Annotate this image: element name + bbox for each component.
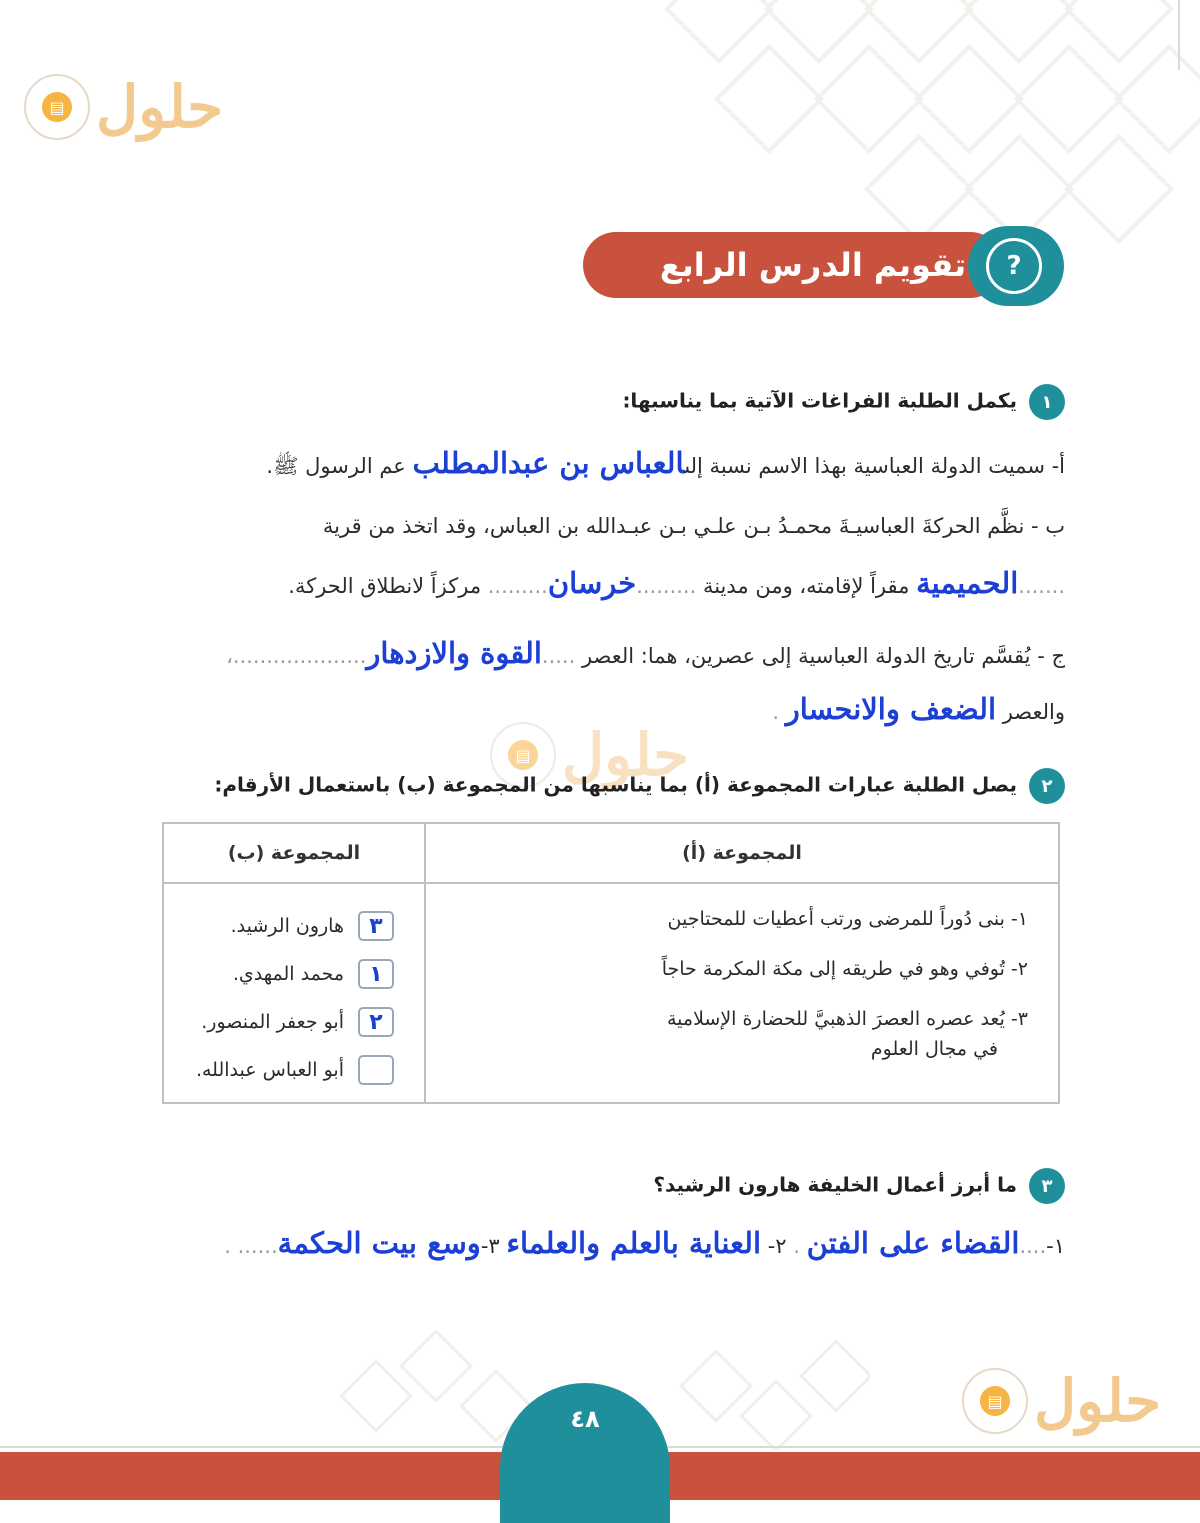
q1-b-text: ب - نظَّم الحركةَ العباسيـةَ محمـدُ بـن علـي بـن عبـدالله بن العباس، وقد اتخذ من قرية: [322, 514, 1065, 538]
question-3-number: ٣: [1029, 1168, 1065, 1204]
group-b-column: [163, 883, 425, 1103]
page-number: ٤٨: [570, 1405, 600, 1433]
seal-icon: ▤: [24, 74, 90, 140]
q1-c-answer-2: الضعف والانحسار: [785, 692, 997, 726]
group-a-item: ٢- تُوفي وهو في طريقه إلى مكة المكرمة حاجاً: [661, 958, 1028, 980]
question-3-text: ما أبرز أعمال الخليفة هارون الرشيد؟: [653, 1172, 1017, 1197]
answer-box[interactable]: ١: [358, 959, 394, 989]
answer-box[interactable]: ٢: [358, 1007, 394, 1037]
q1-b-mid: مقراً لإقامته، ومن مدينة: [696, 574, 917, 598]
question-1-text: يكمل الطلبة الفراغات الآتية بما يناسبها:: [622, 388, 1017, 413]
group-a-item: ٣- يُعد عصره العصرَ الذهبيَّ للحضارة الإسلامية: [666, 1008, 1028, 1030]
page-edge-line: [1178, 0, 1180, 70]
logo-text: حلول: [1034, 1367, 1162, 1435]
q1-c-line2-prefix: والعصر: [996, 700, 1065, 724]
question-2-number: ٢: [1029, 768, 1065, 804]
q1-a-answer: العباس بن عبدالمطلب: [412, 446, 685, 480]
answer-box[interactable]: ٣: [358, 911, 394, 941]
q1-a-suffix: عم الرسول ﷺ.: [266, 454, 413, 478]
group-b-header: المجموعة (ب): [163, 823, 425, 883]
group-b-item: [174, 950, 394, 998]
question-speech-bubble-icon: ?: [986, 238, 1042, 294]
q1-c-prefix: ج - يُقسَّم تاريخ الدولة العباسية إلى عصرين، هما: العصر: [575, 644, 1065, 668]
brand-logo: [24, 74, 223, 140]
group-b-text: أبو العباس عبدالله.: [195, 1059, 344, 1081]
group-a-item: ١- بنى دُوراً للمرضى ورتب أعطيات للمحتاجين: [667, 908, 1028, 930]
group-b-item: [174, 998, 394, 1046]
brand-logo-bottom: [962, 1368, 1161, 1434]
group-b-item: [174, 902, 394, 950]
q3-answer-line: ١-....القضاء على الفتن . ٢- العناية بالعلم والعلماء ٣-وسع بيت الحكمة...... .: [224, 1226, 1065, 1260]
group-b-item: [174, 1046, 394, 1094]
q1-item-c-line1: ج - يُقسَّم تاريخ الدولة العباسية إلى عصرين، هما: العصر .....القوة والازدهار....................،: [226, 636, 1065, 670]
group-a-item-continuation: في مجال العلوم: [870, 1038, 998, 1060]
decorative-pattern: [640, 0, 1200, 260]
q1-item-b-line1: [323, 514, 1065, 538]
seal-icon: ▤: [962, 1368, 1028, 1434]
q1-b-answer-2: خرسان: [547, 566, 637, 600]
group-b-text: هارون الرشيد.: [230, 915, 344, 937]
q1-b-end: مركزاً لانطلاق الحركة.: [288, 574, 488, 598]
group-a-header: المجموعة (أ): [425, 823, 1059, 883]
q3-answer-3: وسع بيت الحكمة: [277, 1226, 481, 1260]
q1-item-b-line2: .......الحميمية مقراً لإقامته، ومن مدينة .........خرسان......... مركزاً لانطلاق الحركة.: [288, 566, 1065, 600]
q1-b-answer-1: الحميمية: [916, 566, 1019, 600]
question-1-heading: [622, 384, 1065, 420]
question-2-text: يصل الطلبة عبارات المجموعة (أ) بما يناسبها من المجموعة (ب) باستعمال الأرقام:: [214, 772, 1017, 797]
page-title: تقويم الدرس الرابع: [659, 246, 967, 284]
q1-item-a: [266, 446, 1065, 484]
matching-table: [162, 822, 1060, 1104]
question-3-heading: [653, 1168, 1065, 1204]
lesson-title-banner: [583, 232, 1003, 298]
answer-box[interactable]: [358, 1055, 394, 1085]
q1-item-c-line2: والعصر الضعف والانحسار .: [772, 692, 1065, 726]
q1-a-prefix: أ- سميت الدولة العباسية بهذا الاسم نسبة إلى: [684, 454, 1065, 478]
seal-icon: ▤: [490, 722, 556, 788]
question-2-heading: [214, 768, 1065, 804]
group-a-column: [425, 883, 1059, 1103]
q3-number-1: ١-: [1046, 1234, 1065, 1258]
group-b-text: أبو جعفر المنصور.: [201, 1011, 344, 1033]
q3-number-3: ٣-: [480, 1234, 500, 1258]
q1-c-answer-1: القوة والازدهار: [366, 636, 542, 670]
q3-number-2: ٢-: [767, 1234, 787, 1258]
q3-answer-2: العناية بالعلم والعلماء: [506, 1226, 762, 1260]
q3-answer-1: القضاء على الفتن: [806, 1226, 1020, 1260]
watermark-text: حلول: [562, 721, 690, 789]
group-b-text: محمد المهدي.: [232, 963, 344, 985]
question-1-number: ١: [1029, 384, 1065, 420]
logo-text: حلول: [96, 73, 224, 141]
